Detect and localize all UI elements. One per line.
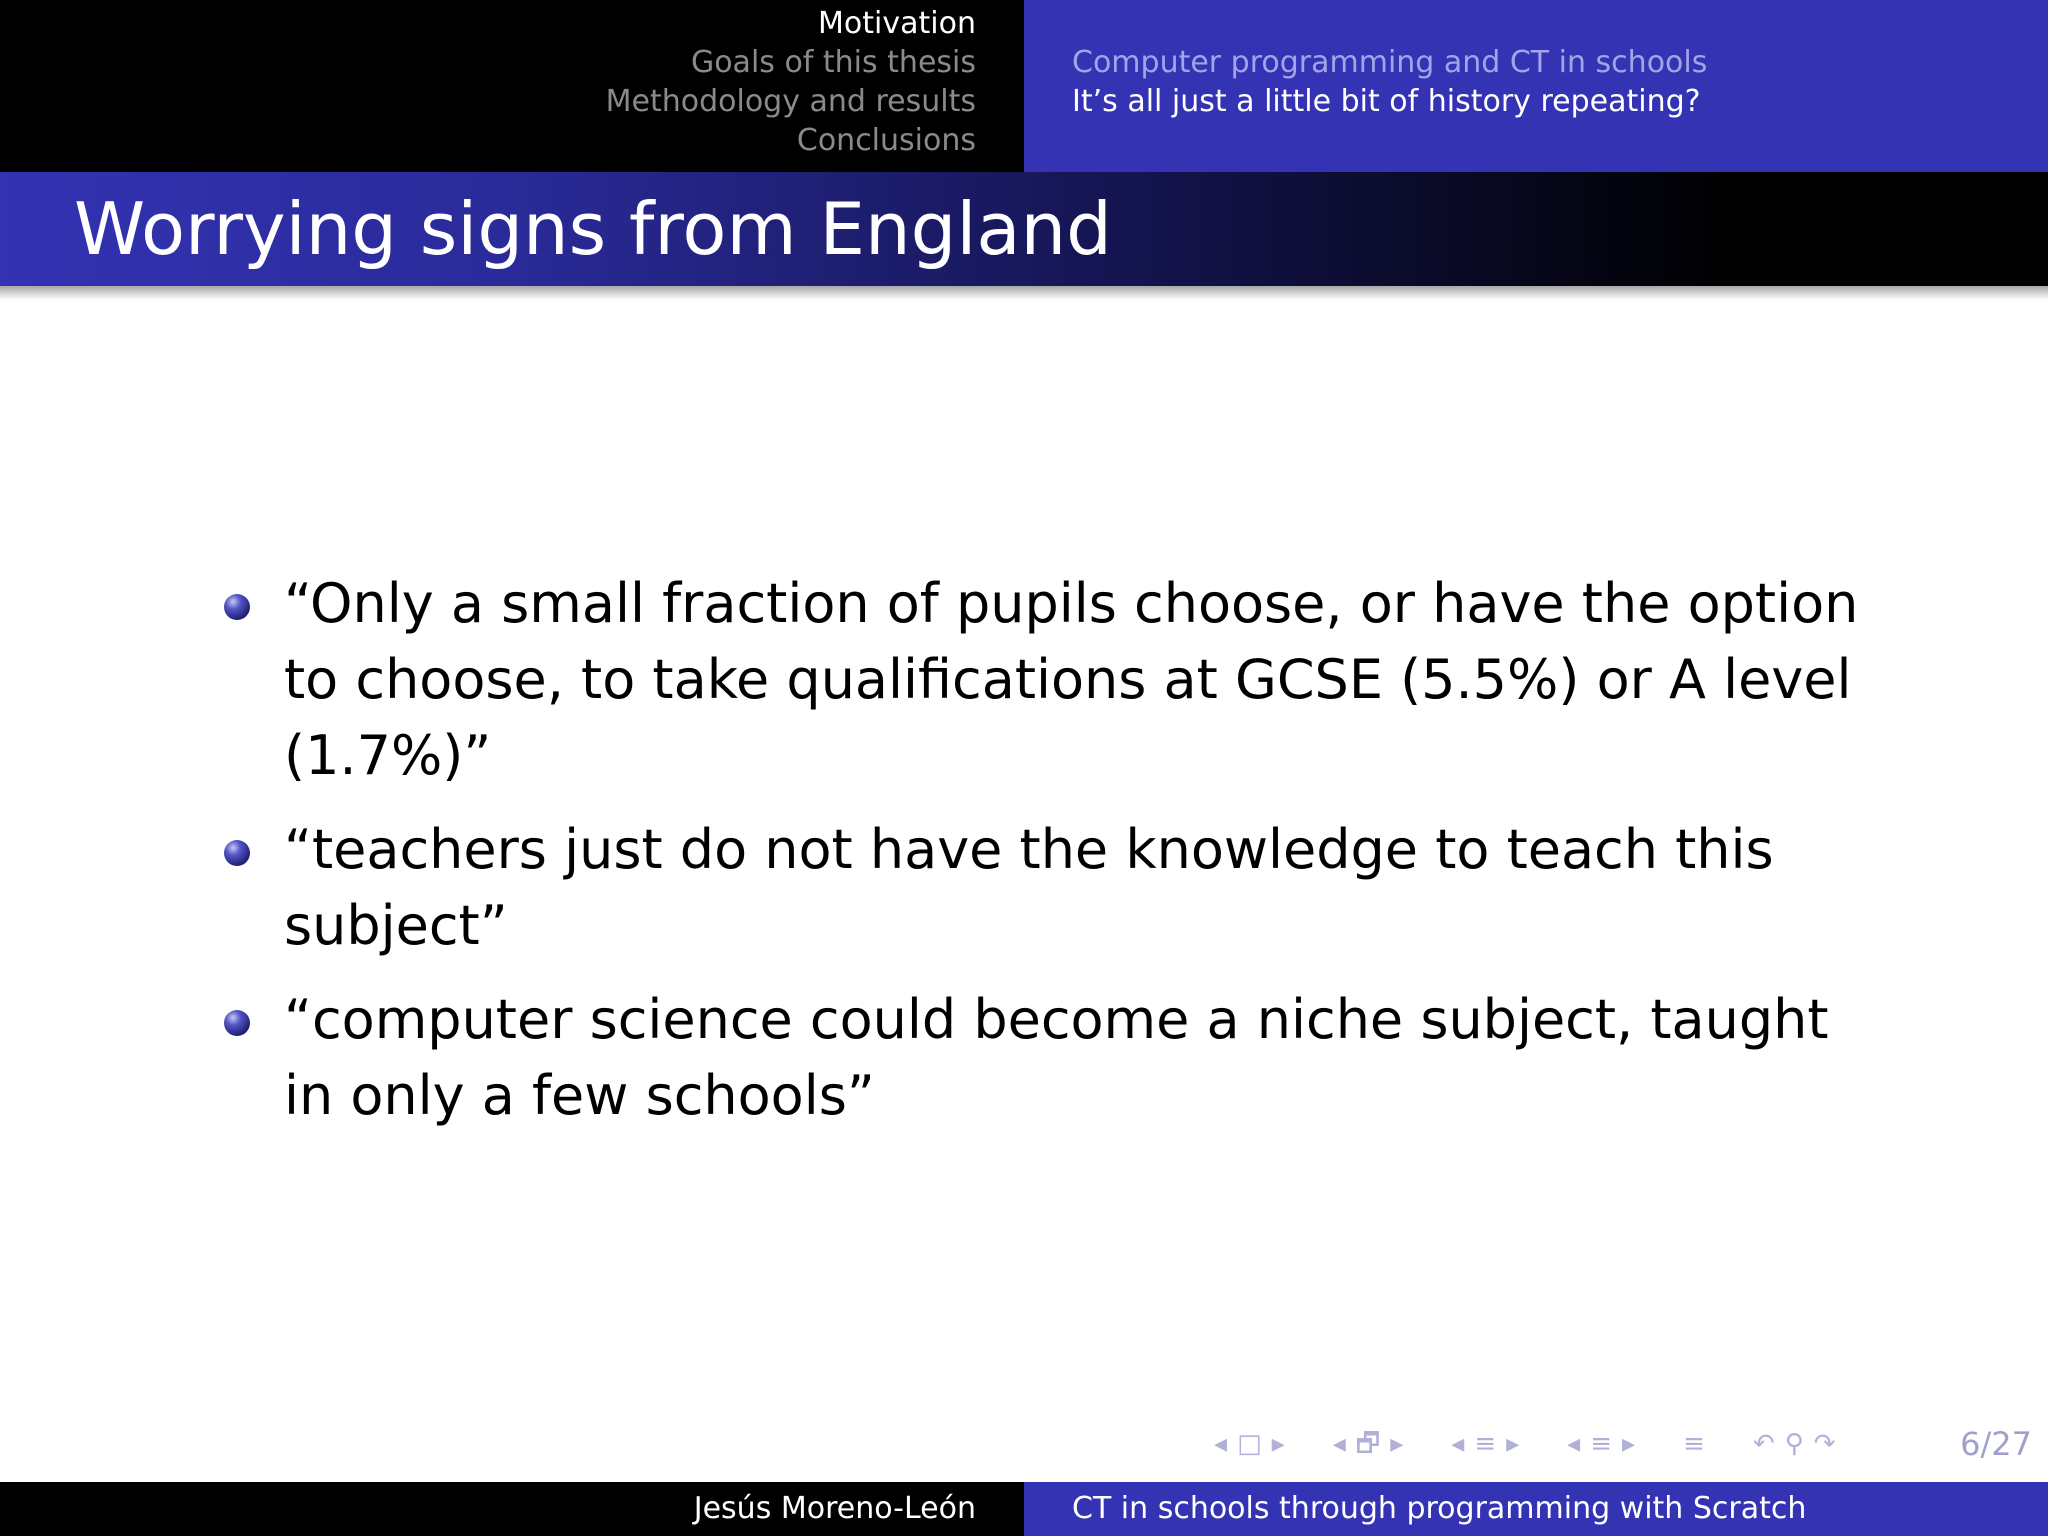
title-shadow: [0, 286, 2048, 300]
frame-title-bar: [0, 172, 2048, 286]
subsection-icon[interactable]: ≡: [1474, 1429, 1497, 1459]
bullet-ball-icon: [224, 1010, 250, 1036]
slide-icon[interactable]: □: [1237, 1429, 1262, 1459]
frame-title: Worrying signs from England: [74, 187, 1112, 271]
next-subsection-icon[interactable]: ▸: [1506, 1429, 1520, 1459]
prev-frame-icon[interactable]: ◂: [1332, 1429, 1346, 1459]
next-section-icon[interactable]: ▸: [1622, 1429, 1636, 1459]
page-number: 6/27: [1960, 1425, 2032, 1463]
search-icon[interactable]: ⚲: [1784, 1429, 1804, 1459]
bullet-text: “Only a small fraction of pupils choose, or have the option to choose, to take qualifications at GCSE (5.5%) or A level (1.7%)”: [284, 572, 1859, 787]
next-frame-icon[interactable]: ▸: [1390, 1429, 1404, 1459]
section-link-conclusions[interactable]: Conclusions: [796, 123, 976, 158]
header-navigation: [0, 0, 2048, 172]
next-slide-icon[interactable]: ▸: [1271, 1429, 1285, 1459]
beamer-navigation-symbols: [1214, 1424, 1846, 1464]
section-link-motivation[interactable]: Motivation: [818, 6, 976, 41]
footer: [0, 1482, 2048, 1536]
subsection-link-programming-ct[interactable]: Computer programming and CT in schools: [1072, 45, 1708, 80]
section-link-goals[interactable]: Goals of this thesis: [690, 45, 976, 80]
bullet-ball-icon: [224, 594, 250, 620]
subsection-navigation: [1024, 0, 2048, 172]
bullet-ball-icon: [224, 840, 250, 866]
bullet-list: [222, 566, 1882, 1152]
frame-icon[interactable]: 🗗: [1355, 1429, 1381, 1459]
section-link-methodology[interactable]: Methodology and results: [605, 84, 976, 119]
document-icon[interactable]: ≡: [1683, 1429, 1705, 1459]
bullet-item: [222, 812, 1882, 964]
bullet-item: [222, 566, 1882, 794]
subsection-link-history-repeating[interactable]: It’s all just a little bit of history repeating?: [1072, 84, 1701, 119]
bullet-text: “teachers just do not have the knowledge to teach this subject”: [284, 818, 1774, 957]
footer-title: CT in schools through programming with Scratch: [1024, 1482, 2048, 1536]
prev-section-icon[interactable]: ◂: [1567, 1429, 1581, 1459]
prev-slide-icon[interactable]: ◂: [1214, 1429, 1228, 1459]
prev-subsection-icon[interactable]: ◂: [1451, 1429, 1465, 1459]
section-navigation: [0, 0, 1024, 172]
back-icon[interactable]: ↶: [1752, 1429, 1775, 1459]
footer-author: Jesús Moreno-León: [0, 1482, 1024, 1536]
forward-icon[interactable]: ↷: [1813, 1429, 1836, 1459]
bullet-item: [222, 982, 1882, 1134]
section-icon[interactable]: ≡: [1590, 1429, 1613, 1459]
bullet-text: “computer science could become a niche subject, taught in only a few schools”: [284, 988, 1829, 1127]
